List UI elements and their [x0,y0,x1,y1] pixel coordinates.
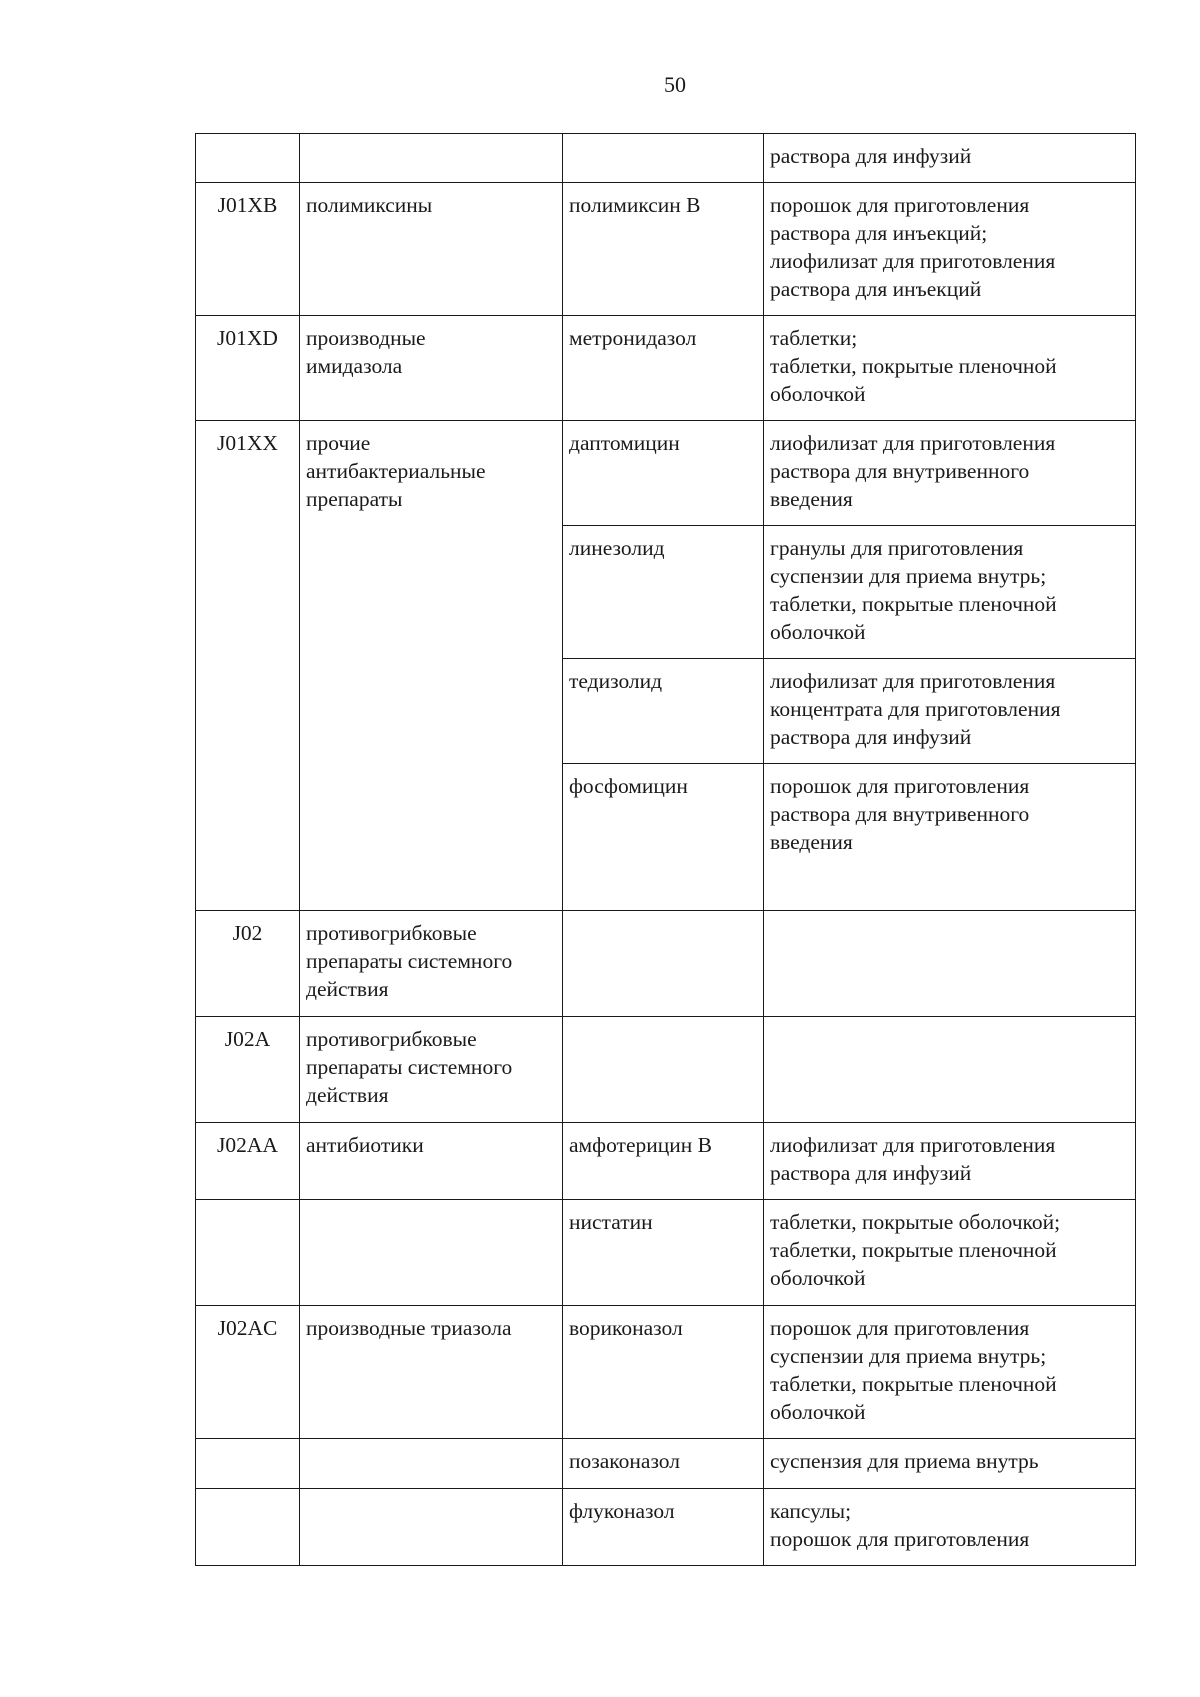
group-cell [300,1200,563,1306]
atc-code-cell: J02 [196,911,300,1017]
dosage-form-cell: раствора для инфузий [764,134,1136,183]
dosage-form-cell: лиофилизат для приготовления концентрата для приготовления раствора для инфузий [764,659,1136,764]
drug-cell: тедизолид [563,659,764,764]
group-cell: полимиксины [300,183,563,316]
group-cell: производные триазола [300,1306,563,1439]
dosage-form-cell [764,1017,1136,1123]
drug-cell: нистатин [563,1200,764,1306]
dosage-form-cell: лиофилизат для приготовления раствора для внутривенного введения [764,421,1136,526]
drug-cell: метронидазол [563,316,764,421]
drug-cell [563,911,764,1017]
atc-code-cell [196,134,300,183]
group-cell: противогрибковые препараты системного действия [300,911,563,1017]
drug-table [195,133,1136,1566]
drug-cell: позаконазол [563,1439,764,1489]
drug-cell: фосфомицин [563,764,764,911]
table-row [196,316,1136,421]
table-row [196,134,1136,183]
dosage-form-cell: лиофилизат для приготовления раствора для инфузий [764,1123,1136,1200]
table-row [196,1439,1136,1489]
dosage-form-cell [764,911,1136,1017]
group-cell: прочие антибактериальные препараты [300,421,563,911]
table-row [196,911,1136,1017]
group-cell: противогрибковые препараты системного действия [300,1017,563,1123]
group-cell: антибиотики [300,1123,563,1200]
group-cell [300,1489,563,1566]
drug-cell: флуконазол [563,1489,764,1566]
table-row [196,1123,1136,1200]
drug-cell [563,1017,764,1123]
dosage-form-cell: порошок для приготовления раствора для внутривенного введения [764,764,1136,911]
group-cell [300,134,563,183]
drug-cell: амфотерицин B [563,1123,764,1200]
dosage-form-cell: суспензия для приема внутрь [764,1439,1136,1489]
atc-code-cell: J01XB [196,183,300,316]
atc-code-cell [196,1200,300,1306]
group-cell [300,1439,563,1489]
table-row [196,1489,1136,1566]
atc-code-cell: J02AA [196,1123,300,1200]
atc-code-cell: J02AC [196,1306,300,1439]
table-row [196,1306,1136,1439]
dosage-form-cell: таблетки; таблетки, покрытые пленочной оболочкой [764,316,1136,421]
drug-cell [563,134,764,183]
page-number: 50 [664,72,686,97]
table-row [196,1200,1136,1306]
atc-code-cell [196,1439,300,1489]
drug-cell: полимиксин B [563,183,764,316]
dosage-form-cell: порошок для приготовления раствора для инъекций; лиофилизат для приготовления раствора для инъекций [764,183,1136,316]
drug-cell: вориконазол [563,1306,764,1439]
atc-code-cell: J01XX [196,421,300,911]
table-row [196,1017,1136,1123]
group-cell: производные имидазола [300,316,563,421]
dosage-form-cell: таблетки, покрытые оболочкой; таблетки, покрытые пленочной оболочкой [764,1200,1136,1306]
table-row [196,183,1136,316]
dosage-form-cell: капсулы; порошок для приготовления [764,1489,1136,1566]
dosage-form-cell: гранулы для приготовления суспензии для приема внутрь; таблетки, покрытые пленочной оболочкой [764,526,1136,659]
atc-code-cell: J02A [196,1017,300,1123]
atc-code-cell [196,1489,300,1566]
table-row [196,421,1136,526]
drug-cell: линезолид [563,526,764,659]
dosage-form-cell: порошок для приготовления суспензии для приема внутрь; таблетки, покрытые пленочной оболочкой [764,1306,1136,1439]
drug-cell: даптомицин [563,421,764,526]
atc-code-cell: J01XD [196,316,300,421]
